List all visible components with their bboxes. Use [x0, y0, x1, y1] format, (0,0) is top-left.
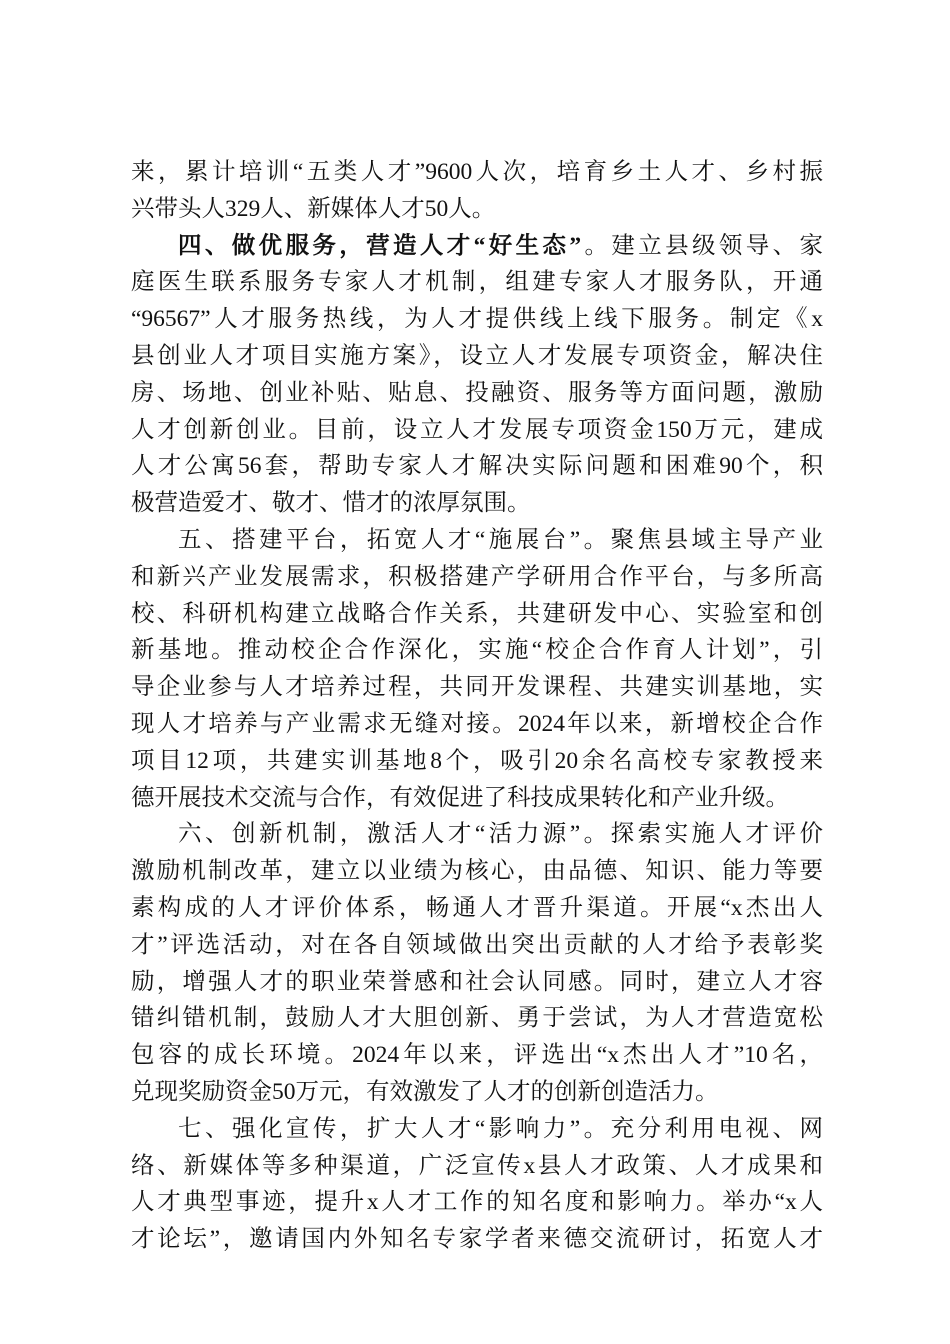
- line-text: 七、强化宣传，扩大人才“影响力”。充分利用电视、网: [178, 1115, 823, 1142]
- text-line: [131, 1184, 823, 1221]
- line-text: 项目12项，共建实训基地8个，吸引20余名高校专家教授来: [131, 747, 823, 774]
- line-text: 兴带头人329人、新媒体人才50人。: [131, 195, 496, 222]
- text-line: [131, 927, 823, 964]
- line-text: 人才创新创业。目前，设立人才发展专项资金150万元，建成: [131, 416, 823, 443]
- text-line: [131, 412, 823, 449]
- line-text: 错纠错机制，鼓励人才大胆创新、勇于尝试，为人才营造宽松: [131, 1005, 823, 1032]
- line-text: 新基地。推动校企合作深化，实施“校企合作育人计划”，引: [131, 637, 823, 664]
- paragraph: [131, 154, 823, 228]
- line-text: 才”评选活动，对在各自领域做出突出贡献的人才给予表彰奖: [131, 931, 823, 958]
- text-line: [131, 448, 823, 485]
- line-text: 兑现奖励资金50万元，有效激发了人才的创新创造活力。: [131, 1078, 719, 1105]
- text-line: [131, 338, 823, 375]
- line-text: 六、创新机制，激活人才“活力源”。探索实施人才评价: [178, 821, 823, 848]
- text-line: [131, 522, 823, 559]
- line-text: 来，累计培训“五类人才”9600人次，培育乡土人才、乡村振: [131, 159, 823, 185]
- line-text: 络、新媒体等多种渠道，广泛宣传x县人才政策、人才成果和: [131, 1152, 823, 1179]
- paragraph: [131, 522, 823, 816]
- text-line: [131, 485, 823, 522]
- text-line: [131, 964, 823, 1001]
- text-line: [131, 191, 823, 228]
- line-text: 包容的成长环境。2024年以来，评选出“x杰出人才”10名，: [131, 1042, 823, 1069]
- line-text: 五、搭建平台，拓宽人才“施展台”。聚焦县域主导产业: [178, 526, 823, 553]
- paragraph: [131, 1111, 823, 1258]
- text-line: [131, 743, 823, 780]
- line-text: 校、科研机构建立战略合作关系，共建研发中心、实验室和创: [131, 600, 823, 627]
- text-line: [131, 780, 823, 817]
- line-text: 人才典型事迹，提升x人才工作的知名度和影响力。举办“x人: [131, 1189, 823, 1216]
- text-line: [131, 301, 823, 338]
- text-line: [131, 632, 823, 669]
- text-line: [131, 264, 823, 301]
- text-line: [131, 1000, 823, 1037]
- text-line: [131, 1074, 823, 1111]
- section-heading: 四、做优服务，营造人才“好生态”: [178, 232, 582, 259]
- text-line: [131, 816, 823, 853]
- text-line: [131, 853, 823, 890]
- line-text: 素构成的人才评价体系，畅通人才晋升渠道。开展“x杰出人: [131, 894, 823, 921]
- paragraph: [131, 816, 823, 1110]
- text-line: [131, 596, 823, 633]
- text-line: [131, 1037, 823, 1074]
- line-text: 现人才培养与产业需求无缝对接。2024年以来，新增校企合作: [131, 710, 823, 737]
- line-text: 励，增强人才的职业荣誉感和社会认同感。同时，建立人才容: [131, 968, 823, 995]
- line-text: 。建立县级领导、家: [581, 232, 823, 259]
- line-text: 极营造爱才、敬才、惜才的浓厚氛围。: [131, 490, 531, 517]
- line-text: 人才公寓56套，帮助专家人才解决实际问题和困难90个，积: [131, 453, 823, 480]
- line-text: 房、场地、创业补贴、贴息、投融资、服务等方面问题，激励: [131, 379, 823, 406]
- text-line: [131, 228, 823, 265]
- text-line: [131, 1221, 823, 1258]
- line-text: 激励机制改革，建立以业绩为核心，由品德、知识、能力等要: [131, 858, 823, 885]
- text-line: [131, 669, 823, 706]
- text-line: [131, 1148, 823, 1185]
- text-line: [131, 706, 823, 743]
- line-text: 庭医生联系服务专家人才机制，组建专家人才服务队，开通: [131, 269, 823, 296]
- line-text: 和新兴产业发展需求，积极搭建产学研用合作平台，与多所高: [131, 563, 823, 590]
- line-text: 德开展技术交流与合作，有效促进了科技成果转化和产业升级。: [131, 784, 789, 811]
- document-body: [131, 154, 823, 1258]
- text-line: [131, 890, 823, 927]
- line-text: 县创业人才项目实施方案》，设立人才发展专项资金，解决住: [131, 342, 823, 369]
- text-line: [131, 1111, 823, 1148]
- line-text: “96567”人才服务热线，为人才提供线上线下服务。制定《x: [131, 306, 823, 333]
- text-line: [131, 154, 823, 191]
- text-line: [131, 559, 823, 596]
- text-line: [131, 375, 823, 412]
- line-text: 导企业参与人才培养过程，共同开发课程、共建实训基地，实: [131, 674, 823, 701]
- paragraph: [131, 228, 823, 522]
- line-text: 才论坛”，邀请国内外知名专家学者来德交流研讨，拓宽人才: [131, 1226, 823, 1253]
